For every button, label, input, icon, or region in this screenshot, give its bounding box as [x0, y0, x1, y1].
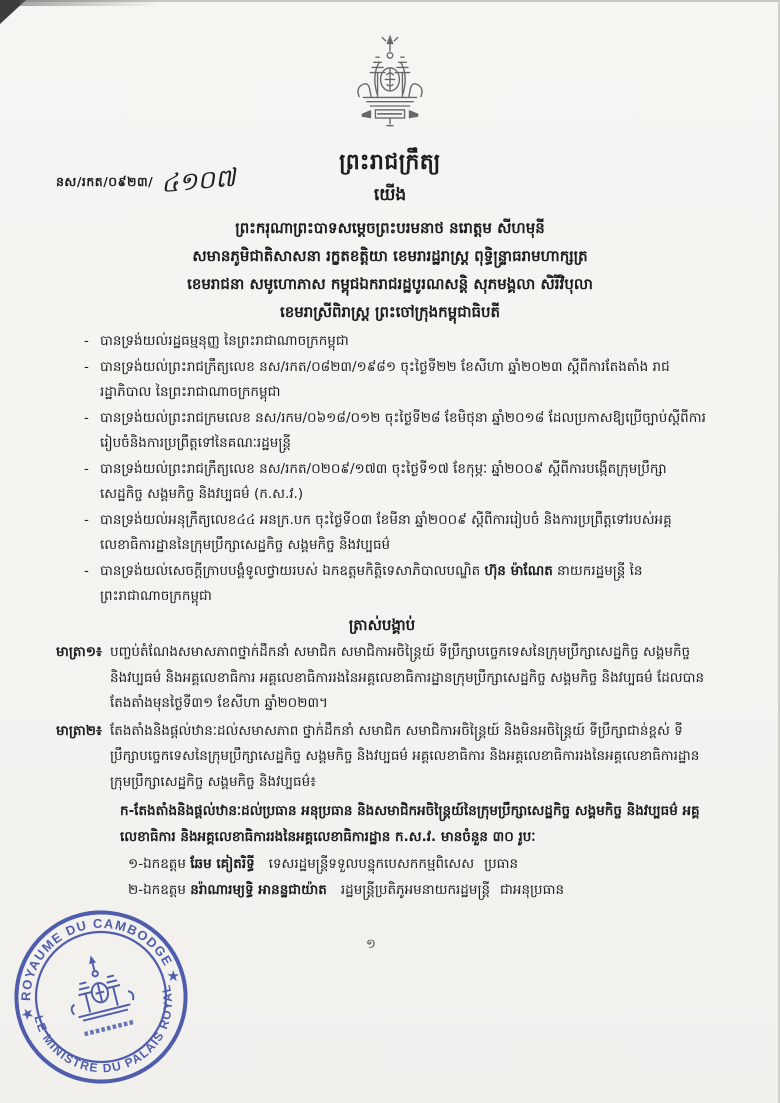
document-title: ព្រះរាជក្រឹត្យ	[339, 150, 441, 175]
seal-center-arms	[60, 948, 136, 1023]
page-number: ១	[366, 937, 376, 952]
seal-text-bottom: LE MINISTRE DU PALAIS ROYAL	[31, 982, 176, 1076]
appointee-name: នរ៉ាណារម្យទ្ធិ អានន្ទជាយ៉ាត	[190, 881, 327, 898]
royal-title-line: ខេមរាជនា សមូហោភាស កម្ពុជឯករាជរដ្ឋបូរណសន្តិ សុភមង្គលា សិរីវិបុលា	[187, 275, 593, 293]
reference-number-printed: នស/រកត/០៩២៣/	[56, 174, 154, 189]
royal-palace-ministry-seal	[0, 889, 209, 1103]
prime-minister-name: ហ៊ុន ម៉ាណែត	[484, 562, 553, 579]
appointee-row: ២-ឯកឧត្តម នរ៉ាណារម្យទ្ធិ អានន្ទជាយ៉ាត រដ្ឋមន្ត្រីប្រតិភូអមនាយករដ្ឋមន្ត្រី ជាអនុប្រធាន	[128, 878, 708, 904]
appointee-list	[128, 852, 708, 903]
recital-item: - បានទ្រង់យល់រដ្ឋធម្មនុញ្ញ នៃព្រះរាជាណាចក្រកម្ពុជា	[56, 329, 708, 355]
royal-title-line: សមានភូមិជាតិសាសនា រក្ខតខត្តិយា ខេមរារដ្ឋរាស្ត្រ ពុទ្ធិន្ទ្រាធរាមហាក្សត្រ	[192, 247, 588, 265]
appointee-position: ប្រធាន	[484, 856, 519, 872]
article-text: បញ្ចប់តំណែងសមាសភាពថ្នាក់ដឹកនាំ សមាជិក សមាជិកាអចិន្ត្រៃយ៍ ទីប្រឹក្សាបច្ចេកទេសនៃក្រុមប្រឹក្សាសេដ្ឋកិច្ច សង្គមកិច្ច និងវប្បធម៌ និងអគ្គលេខាធិការ អគ្គលេខាធិការរងនៃអគ្គលេខាធិការដ្ឋានក្រុមប្រឹក្សាសេដ្ឋកិច្ច សង្គមកិច្ច និងវប្បធម៌ ដែលបានតែងតាំងមុនថ្ងៃទី៣១ ខែសីហា ឆ្នាំ២០២៣។	[110, 644, 705, 711]
recital-text: បានទ្រង់យល់ព្រះរាជក្រឹត្យលេខ នស/រកត/០៨២៣/១៩៨១ ចុះថ្ងៃទី២២ ខែសីហា ឆ្នាំ២០២៣ ស្តីពីការតែងតាំង រាជរដ្ឋាភិបាល នៃព្រះរាជាណាចក្រកម្ពុជា	[100, 358, 670, 400]
recital-item: - បានទ្រង់យល់អនុក្រឹត្យលេខ៤៤ អនក្រ.បក ចុះថ្ងៃទី០៣ ខែមីនា ឆ្នាំ២០០៩ ស្តីពីការរៀបចំ និងការប្រព្រឹត្តទៅរបស់អគ្គលេខាធិការដ្ឋាននៃក្រុមប្រឹក្សាសេដ្ឋកិច្ច សង្គមកិច្ច និងវប្បធម៌	[56, 508, 708, 559]
appointee-row: ១-ឯកឧត្តម ឆែម គៀតរិទ្ធី ទេសរដ្ឋមន្ត្រីទទួលបន្ទុកបេសកកម្មពិសេស ប្រធាន	[128, 852, 708, 878]
article-1	[56, 640, 708, 717]
royal-title-line: ខេមរាស្រីពិរាស្ត្រ ព្រះចៅក្រុងកម្ពុជាធិបតី	[279, 303, 501, 321]
subsection-ka: ក-តែងតាំងនិងផ្តល់ឋានៈដល់ប្រធាន អនុប្រធាន និងសមាជិកអចិន្ត្រៃយ៍នៃក្រុមប្រឹក្សាសេដ្ឋកិច្ច សង្គមកិច្ច និងវប្បធម៌ អគ្គលេខាធិការ និងអគ្គលេខាធិការរងនៃអគ្គលេខាធិការដ្ឋាន ក.ស.វ. មានចំនួន ៣០ រូបៈ	[120, 803, 700, 845]
royal-arms-icon	[347, 34, 433, 130]
order-heading: ត្រាស់បង្គាប់	[348, 615, 416, 634]
decree-body	[56, 329, 708, 903]
article-label: មាត្រា២៖	[56, 722, 102, 739]
recital-item: - បានទ្រង់យល់ព្រះរាជក្រឹត្យលេខ នស/រកត/០២០៩/១៧៣ ចុះថ្ងៃទី១៧ ខែកុម្ភៈ ឆ្នាំ២០០៩ ស្តីពីការបង្កើតក្រុមប្រឹក្សាសេដ្ឋកិច្ច សង្គមកិច្ច និងវប្បធម៌ (ក.ស.វ.)	[56, 457, 708, 508]
recital-item: - បានទ្រង់យល់ព្រះរាជក្រឹត្យលេខ នស/រកត/០៨២៣/១៩៨១ ចុះថ្ងៃទី២២ ខែសីហា ឆ្នាំ២០២៣ ស្តីពីការតែងតាំង រាជរដ្ឋាភិបាល នៃព្រះរាជាណាចក្រកម្ពុជា	[56, 355, 708, 406]
recital-text: បានទ្រង់យល់រដ្ឋធម្មនុញ្ញ នៃព្រះរាជាណាចក្រកម្ពុជា	[100, 333, 349, 349]
article-2	[56, 719, 708, 796]
royal-we-word: យើង	[373, 185, 407, 205]
seal-text-top: ★ ROYAUME DU CAMBODGE ★	[18, 915, 183, 1022]
svg-text:LE MINISTRE DU PALAIS ROYAL	[31, 982, 190, 1090]
reference-number-handwritten: ៤១០៧	[159, 162, 237, 199]
article-text: តែងតាំងនិងផ្តល់ឋានៈដល់សមាសភាព ថ្នាក់ដឹកនាំ សមាជិក សមាជិកាអចិន្ត្រៃយ៍ និងមិនអចិន្ត្រៃយ៍ ទីប្រឹក្សាជាន់ខ្ពស់ ទីប្រឹក្សាបច្ចេកទេសនៃក្រុមប្រឹក្សាសេដ្ឋកិច្ច សង្គមកិច្ច និងវប្បធម៌ អគ្គលេខាធិការ និងអគ្គលេខាធិការរងនៃអគ្គលេខាធិការដ្ឋានក្រុមប្រឹក្សាសេដ្ឋកិច្ច សង្គមកិច្ច និងវប្បធម៌៖	[110, 722, 700, 790]
recital-text: បានទ្រង់យល់សេចក្តីក្រាបបង្គំទូលថ្វាយរបស់ ឯកឧត្តមកិត្តិទេសាភិបាលបណ្ឌិត ហ៊ុន ម៉ាណែត នាយករដ្ឋមន្ត្រី នៃព្រះរាជាណាចក្រកម្ពុជា	[100, 562, 643, 604]
recital-item: - បានទ្រង់យល់សេចក្តីក្រាបបង្គំទូលថ្វាយរបស់ ឯកឧត្តមកិត្តិទេសាភិបាលបណ្ឌិត ហ៊ុន ម៉ាណែត នាយករដ្ឋមន្ត្រី នៃព្រះរាជាណាចក្រកម្ពុជា	[56, 559, 708, 610]
recital-text: បានទ្រង់យល់ព្រះរាជក្រមលេខ នស/រកម/០៦១៨/០១២ ចុះថ្ងៃទី២៨ ខែមិថុនា ឆ្នាំ២០១៨ ដែលប្រកាសឱ្យប្រើច្បាប់ស្តីពីការរៀបចំនិងការប្រព្រឹត្តទៅនៃគណៈរដ្ឋមន្ត្រី	[100, 409, 706, 451]
article-label: មាត្រា១៖	[56, 644, 102, 660]
appointee-role: ទេសរដ្ឋមន្ត្រីទទួលបន្ទុកបេសកកម្មពិសេស	[268, 856, 475, 872]
appointee-role: រដ្ឋមន្ត្រីប្រតិភូអមនាយករដ្ឋមន្ត្រី	[340, 881, 491, 898]
appointee-position: ជាអនុប្រធាន	[500, 881, 565, 898]
royal-title-line: ព្រះករុណាព្រះបាទសម្តេចព្រះបរមនាថ នរោត្តម សីហមុនី	[235, 219, 545, 237]
recital-text: បានទ្រង់យល់ព្រះរាជក្រឹត្យលេខ នស/រកត/០២០៩/១៧៣ ចុះថ្ងៃទី១៧ ខែកុម្ភៈ ឆ្នាំ២០០៩ ស្តីពីការបង្កើតក្រុមប្រឹក្សាសេដ្ឋកិច្ច សង្គមកិច្ច និងវប្បធម៌ (ក.ស.វ.)	[100, 460, 667, 502]
appointee-name: ឆែម គៀតរិទ្ធី	[190, 856, 255, 872]
recital-item: - បានទ្រង់យល់ព្រះរាជក្រមលេខ នស/រកម/០៦១៨/០១២ ចុះថ្ងៃទី២៨ ខែមិថុនា ឆ្នាំ២០១៨ ដែលប្រកាសឱ្យប្រើច្បាប់ស្តីពីការរៀបចំនិងការប្រព្រឹត្តទៅនៃគណៈរដ្ឋមន្ត្រី	[56, 406, 708, 457]
royal-full-title	[60, 214, 720, 326]
recital-text: បានទ្រង់យល់អនុក្រឹត្យលេខ៤៤ អនក្រ.បក ចុះថ្ងៃទី០៣ ខែមីនា ឆ្នាំ២០០៩ ស្តីពីការរៀបចំ និងការប្រព្រឹត្តទៅរបស់អគ្គលេខាធិការដ្ឋាននៃក្រុមប្រឹក្សាសេដ្ឋកិច្ច សង្គមកិច្ច និងវប្បធម៌	[100, 511, 672, 553]
scan-smudge	[20, 0, 160, 6]
seal-khmer-text-illegible	[85, 1022, 133, 1034]
